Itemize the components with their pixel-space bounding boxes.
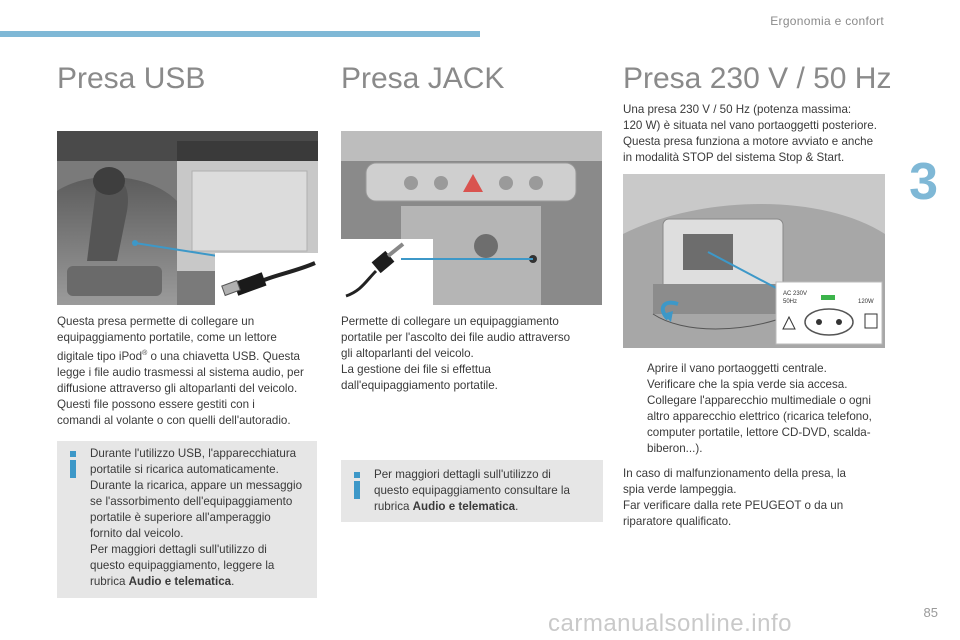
usb-photo bbox=[57, 131, 318, 305]
section-title: Ergonomia e confort bbox=[770, 14, 884, 28]
page-number: 85 bbox=[923, 605, 938, 620]
jack-info-box bbox=[341, 460, 603, 522]
jack-description: Permette di collegare un equipaggiamento portatile per l'ascolto dei file audio attraverso gli altoparlanti del veicolo. La gestione dei file si effettua dall'equipaggiamento portatile. bbox=[341, 315, 571, 392]
socket-label-line2: 50Hz bbox=[783, 299, 798, 305]
usb-description: Questa presa permette di collegare un equipaggiamento portatile, come un lettore digitale tipo iPod® o una chiavetta USB. Questa legge i file audio trasmessi al sistema audio, per diffusione attraverso gli altoparlanti del veicolo. Questi file possono essere gestiti con i comandi al volante o con quelli dell'autoradio. bbox=[57, 315, 304, 427]
socket-label-line1: AC 230V bbox=[783, 291, 808, 297]
jack-info-text: Per maggiori dettagli sull'utilizzo di questo equipaggiamento consultare la rubrica Audio e telematica. bbox=[374, 468, 570, 513]
info-icon bbox=[354, 472, 360, 500]
socket-label-power: 120W bbox=[858, 299, 874, 305]
socket230-title: Presa 230 V / 50 Hz bbox=[623, 62, 892, 95]
socket230-photo bbox=[623, 174, 885, 348]
jack-photo bbox=[341, 131, 602, 305]
info-icon bbox=[70, 451, 76, 479]
socket230-outro: In caso di malfunzionamento della presa, la spia verde lampeggia. Far verificare dalla rete PEUGEOT o da un riparatore qualificato. bbox=[623, 467, 846, 528]
list-item: Collegare l'apparecchio multimediale o ogni altro apparecchio elettrico (ricarica telefono, computer portatile, lettore CD-DVD, scalda-biberon...). bbox=[647, 394, 872, 455]
usb-info-link: Audio e telematica bbox=[128, 575, 232, 588]
usb-info-box bbox=[57, 441, 317, 598]
watermark: carmanualsonline.info bbox=[548, 610, 792, 637]
chapter-number: 3 bbox=[909, 153, 938, 211]
jack-title: Presa JACK bbox=[341, 62, 505, 95]
list-item: Verificare che la spia verde sia accesa. bbox=[647, 378, 848, 391]
usb-info-text: Durante l'utilizzo USB, l'apparecchiatura portatile si ricarica automaticamente. Durante la ricarica, appare un messaggio se l'assorbimento dell'equipaggiamento portatile è superiore all'amperaggio fornito dal veicolo. Per maggiori dettagli sull'utilizzo di questo equipaggiamento, leggere la rubrica Audio e telematica. bbox=[90, 447, 303, 588]
top-accent-bar bbox=[0, 31, 480, 37]
list-item: Aprire il vano portaoggetti centrale. bbox=[647, 362, 827, 375]
socket230-steps bbox=[623, 361, 888, 457]
usb-title: Presa USB bbox=[57, 62, 206, 95]
jack-info-link: Audio e telematica bbox=[412, 500, 516, 513]
socket230-intro: Una presa 230 V / 50 Hz (potenza massima: 120 W) è situata nel vano portaoggetti posteriore. Questa presa funziona a motore avviato e anche in modalità STOP del sistema Stop & Start. bbox=[623, 103, 877, 164]
spia-indicator bbox=[821, 295, 835, 300]
